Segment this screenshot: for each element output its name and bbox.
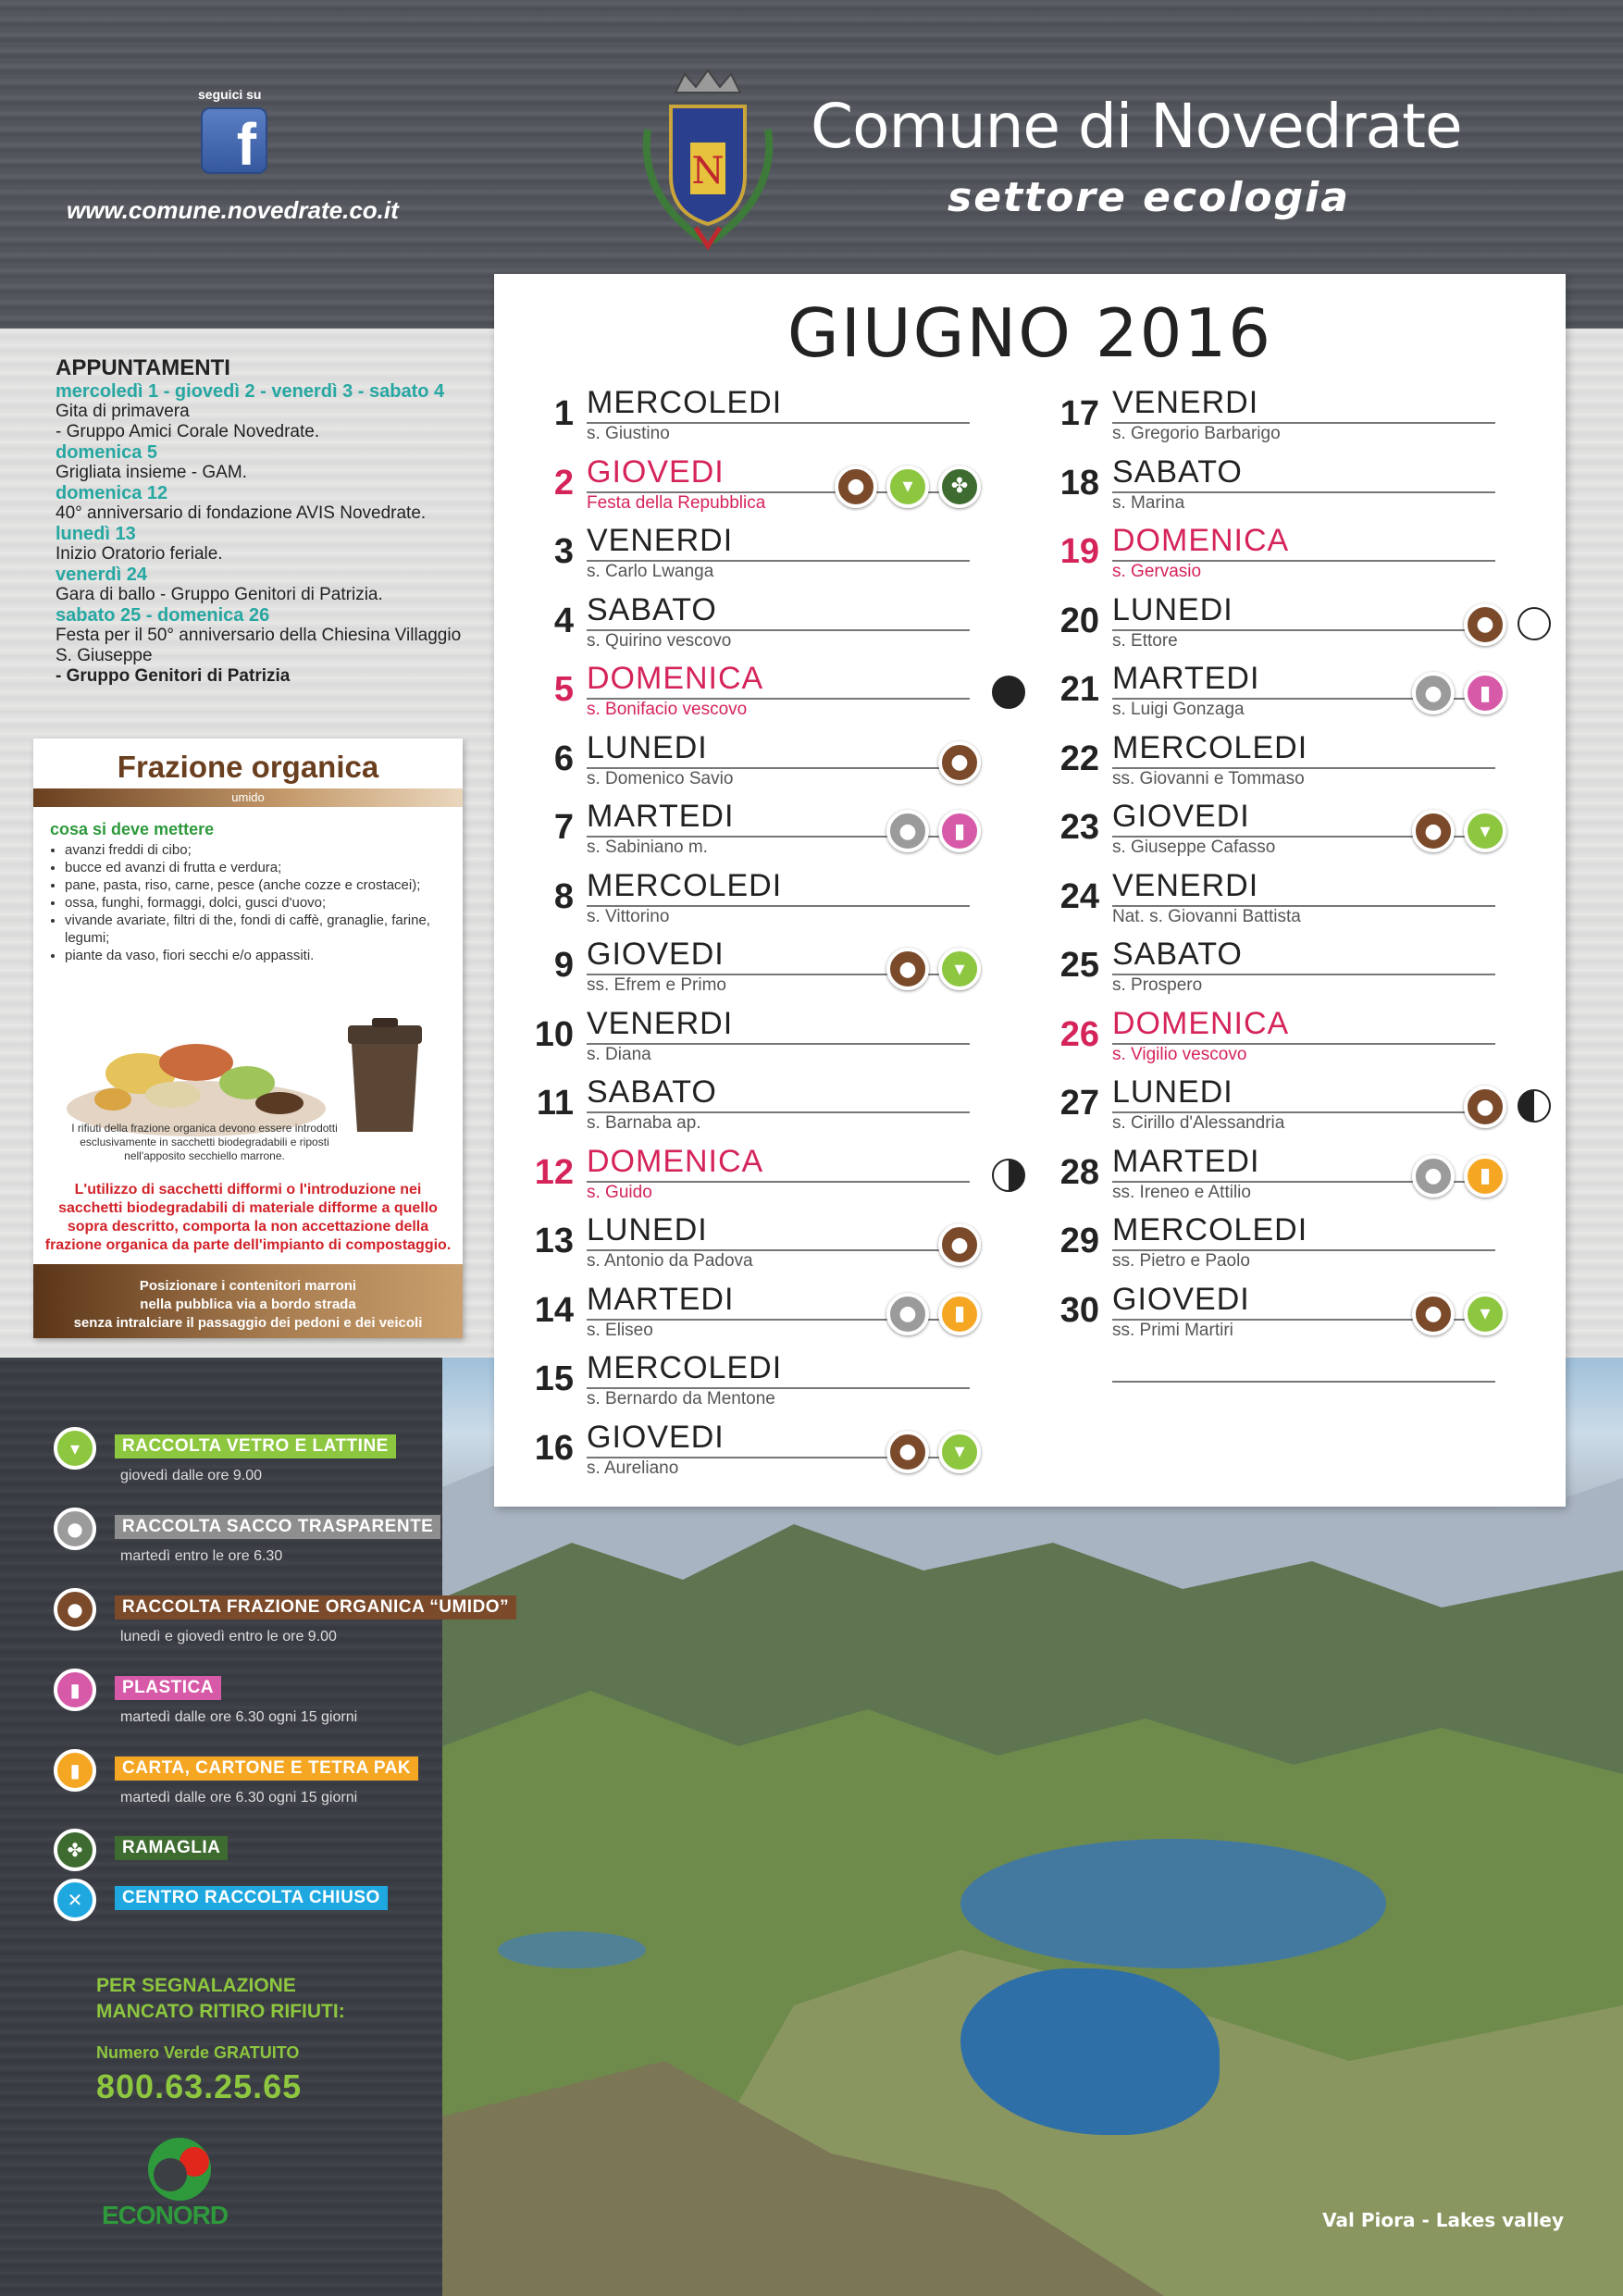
organic-waste-icon: ● — [835, 465, 877, 508]
legend-label: RACCOLTA VETRO E LATTINE — [115, 1434, 396, 1458]
econord-logo-icon — [139, 2134, 222, 2203]
paper-icon: ▮ — [54, 1749, 96, 1792]
calendar-day — [1044, 521, 1543, 590]
saint-name: ss. Ireneo e Attilio — [1112, 1182, 1251, 1202]
saint-name: ss. Primi Martiri — [1112, 1320, 1233, 1340]
day-number: 25 — [1059, 946, 1099, 985]
appointment-date: venerdì 24 — [56, 565, 147, 585]
calendar-day — [1044, 1210, 1543, 1279]
appointment-description: Festa per il 50° anniversario della Chiesina Villaggio S. Giuseppe — [56, 626, 462, 665]
weekday: MERCOLEDI — [1112, 1212, 1308, 1247]
calendar-panel — [494, 274, 1566, 1507]
card-band: umido — [33, 788, 463, 807]
bag-icon: ● — [54, 1508, 96, 1550]
day-number: 30 — [1059, 1290, 1099, 1330]
calendar-day — [518, 453, 1018, 521]
day-number: 6 — [553, 738, 574, 778]
day-number: 14 — [534, 1290, 574, 1330]
collection-icons — [886, 948, 981, 990]
organic-waste-icon: ● — [886, 948, 929, 990]
collection-icons — [1464, 1086, 1506, 1128]
saint-name: s. Ettore — [1112, 630, 1178, 651]
weekday: SABATO — [1112, 453, 1243, 490]
municipality-title: Comune di Novedrate — [811, 91, 1462, 162]
day-number: 18 — [1059, 463, 1099, 503]
saint-name: s. Gregorio Barbarigo — [1112, 424, 1281, 443]
branches-icon: ✤ — [938, 465, 981, 508]
collection-icons — [886, 1431, 981, 1473]
day-number: 20 — [1059, 601, 1099, 640]
day-number: 15 — [534, 1359, 574, 1398]
weekday: GIOVEDI — [587, 453, 725, 490]
paper-icon: ▮ — [1464, 1155, 1506, 1198]
saint-name: s. Carlo Lwanga — [587, 562, 714, 581]
organic-waste-icon: ● — [1464, 603, 1506, 646]
collection-icons — [1464, 603, 1506, 646]
facebook-glyph: f — [236, 111, 256, 178]
weekday: DOMENICA — [1112, 523, 1290, 558]
calendar-day — [1044, 590, 1543, 659]
day-number: 29 — [1059, 1222, 1099, 1260]
brown-bin-image — [339, 1016, 431, 1136]
collection-icons — [938, 1223, 981, 1266]
appointment-description: Gita di primavera - Gruppo Amici Corale Novedrate. — [56, 402, 320, 441]
weekday: GIOVEDI — [1112, 1281, 1250, 1317]
calendar-day — [1044, 453, 1543, 521]
saint-name: s. Sabiniano m. — [587, 838, 708, 857]
weekday: MERCOLEDI — [587, 1350, 783, 1385]
weekday: LUNEDI — [587, 729, 708, 765]
crest-letter: N — [691, 150, 725, 192]
saint-name: s. Prospero — [1112, 975, 1203, 995]
appointment-date: sabato 25 - domenica 26 — [56, 605, 270, 626]
card-item: • piante da vaso, fiori secchi e/o appassiti. — [65, 947, 452, 964]
calendar-day — [518, 383, 1018, 452]
weekday: VENERDI — [587, 523, 734, 558]
saint-name: s. Vittorino — [587, 906, 670, 926]
weekday: LUNEDI — [1112, 1074, 1233, 1110]
moon-phase-icon — [1518, 607, 1551, 640]
moon-phase-icon — [992, 676, 1025, 709]
saint-name: ss. Giovanni e Tommaso — [1112, 768, 1305, 788]
calendar-day — [518, 1004, 1018, 1073]
card-item: • avanzi freddi di cibo; — [65, 841, 452, 859]
weekday: MARTEDI — [587, 799, 735, 834]
calendar-day — [518, 728, 1018, 797]
organic-waste-icon: ● — [1412, 1293, 1455, 1335]
collection-icons — [938, 741, 981, 784]
saint-name: s. Barnaba ap. — [587, 1113, 701, 1133]
weekday: SABATO — [1112, 937, 1243, 972]
organic-fraction-card — [33, 738, 463, 1338]
calendar-day — [1044, 797, 1543, 865]
day-number: 8 — [553, 876, 574, 916]
weekday: GIOVEDI — [1112, 799, 1250, 834]
appointment-description: 40° anniversario di fondazione AVIS Novedrate. — [56, 503, 427, 523]
calendar-day — [518, 1280, 1018, 1348]
day-number: 22 — [1059, 738, 1099, 778]
lake-left — [498, 1931, 646, 1968]
day-number: 23 — [1059, 808, 1099, 847]
calendar-empty-line — [1112, 1381, 1495, 1383]
weekday: DOMENICA — [587, 661, 764, 696]
saint-name: s. Luigi Gonzaga — [1112, 700, 1245, 719]
appointment-description: Inizio Oratorio feriale. — [56, 544, 223, 564]
calendar-day — [1044, 1280, 1543, 1348]
day-number: 17 — [1059, 394, 1099, 433]
saint-name: s. Gervasio — [1112, 562, 1202, 581]
glass-icon: ▾ — [938, 948, 981, 990]
collection-icons — [1412, 672, 1506, 714]
saint-name: s. Marina — [1112, 492, 1185, 513]
legend-label: PLASTICA — [115, 1676, 221, 1700]
legend-schedule: martedì entro le ore 6.30 — [120, 1548, 283, 1564]
saint-name: ss. Efrem e Primo — [587, 975, 726, 995]
legend-label: RACCOLTA FRAZIONE ORGANICA “UMIDO” — [115, 1595, 516, 1620]
organic-waste-icon: ● — [938, 1223, 981, 1266]
facebook-icon[interactable] — [201, 107, 267, 178]
appointment-description: Gara di ballo - Gruppo Genitori di Patrizia. — [56, 585, 383, 604]
day-number: 26 — [1059, 1014, 1099, 1054]
appointment-description: Grigliata insieme - GAM. — [56, 463, 247, 482]
day-number: 5 — [553, 670, 574, 709]
moon-phase-icon — [1518, 1089, 1551, 1123]
calendar-day — [518, 1418, 1018, 1486]
collection-icons — [1412, 1155, 1506, 1198]
report-text: PER SEGNALAZIONE MANCATO RITIRO RIFIUTI: — [96, 1975, 345, 2022]
weekday: DOMENICA — [587, 1143, 764, 1179]
card-item: • vivande avariate, filtri di the, fondi di caffè, granaglie, farine, legumi; — [65, 912, 452, 947]
collection-icons — [835, 465, 981, 508]
glass-icon: ▾ — [1464, 1293, 1506, 1335]
collection-icons — [1412, 1293, 1506, 1335]
glass-icon: ▾ — [938, 1431, 981, 1473]
day-number: 10 — [534, 1014, 574, 1054]
collection-icons — [886, 1293, 981, 1335]
day-number: 3 — [553, 532, 574, 571]
appointments-section — [56, 355, 463, 687]
calendar-day — [1044, 1073, 1543, 1141]
calendar-day — [518, 1073, 1018, 1141]
saint-name: s. Quirino vescovo — [587, 630, 732, 651]
organic-waste-icon: ● — [938, 741, 981, 784]
saint-name: s. Bonifacio vescovo — [587, 700, 748, 719]
weekday: LUNEDI — [1112, 591, 1233, 627]
glass-icon: ▾ — [54, 1427, 96, 1470]
saint-name: ss. Pietro e Paolo — [1112, 1251, 1250, 1271]
calendar-day — [518, 797, 1018, 865]
calendar-day — [1044, 659, 1543, 727]
weekday: MARTEDI — [587, 1281, 735, 1317]
appointment-date: mercoledì 1 - giovedì 2 - venerdì 3 - sabato 4 — [56, 381, 445, 402]
weekday: MERCOLEDI — [587, 867, 783, 903]
plastic-icon: ▮ — [54, 1669, 96, 1711]
calendar-day — [518, 1142, 1018, 1210]
saint-name: s. Eliseo — [587, 1320, 653, 1340]
calendar-day — [1044, 1004, 1543, 1073]
calendar-day — [1044, 935, 1543, 1003]
day-number: 21 — [1059, 670, 1099, 709]
calendar-title: GIUGNO 2016 — [787, 294, 1273, 372]
day-number: 28 — [1059, 1152, 1099, 1192]
day-number: 4 — [553, 601, 574, 640]
weekday: DOMENICA — [1112, 1005, 1290, 1041]
paper-icon: ▮ — [938, 1293, 981, 1335]
phone-number[interactable]: 800.63.25.65 — [96, 2067, 303, 2105]
saint-name: s. Giuseppe Cafasso — [1112, 838, 1276, 857]
card-item: • pane, pasta, riso, carne, pesce (anche cozze e crostacei); — [65, 876, 452, 894]
card-title: Frazione organica — [117, 750, 379, 784]
day-number: 2 — [553, 463, 574, 503]
weekday: MARTEDI — [1112, 661, 1260, 696]
saint-name: s. Vigilio vescovo — [1112, 1044, 1247, 1064]
lake-upper — [960, 1839, 1386, 1968]
plastic-icon: ▮ — [1464, 672, 1506, 714]
card-note: I rifiuti della frazione organica devono essere introdotti esclusivamente in sacchetti biodegradabili e riposti nell'apposito secchiello marrone. — [71, 1122, 338, 1162]
appointment-date: domenica 12 — [56, 483, 168, 503]
glass-icon: ▾ — [1464, 810, 1506, 852]
legend-label: RAMAGLIA — [115, 1836, 228, 1860]
calendar-day — [518, 590, 1018, 659]
bag-icon: ● — [886, 810, 929, 852]
card-footer-text: Posizionare i contenitori marroni nella pubblica via a bordo strada senza intralciare il passaggio dei pedoni e dei veicoli — [73, 1278, 423, 1331]
day-number: 27 — [1059, 1084, 1099, 1123]
legend-label: CARTA, CARTONE E TETRA PAK — [115, 1756, 418, 1781]
department-subtitle: settore ecologia — [948, 174, 1350, 221]
collection-icons — [1412, 810, 1506, 852]
day-number: 13 — [534, 1222, 574, 1260]
calendar-day — [518, 935, 1018, 1003]
branches-icon: ✤ — [54, 1829, 96, 1871]
saint-name: s. Bernardo da Mentone — [587, 1389, 775, 1409]
weekday: MERCOLEDI — [1112, 729, 1308, 765]
weekday: SABATO — [587, 1074, 717, 1110]
card-heading: cosa si deve mettere — [50, 820, 215, 838]
weekday: MERCOLEDI — [587, 385, 783, 420]
website-link[interactable]: www.comune.novedrate.co.it — [67, 196, 399, 224]
appointments-heading: APPUNTAMENTI — [56, 355, 230, 380]
report-label — [96, 1973, 345, 2025]
photo-caption: Val Piora - Lakes valley — [1322, 2209, 1564, 2231]
calendar-day — [518, 521, 1018, 590]
toll-free-label: Numero Verde GRATUITO — [96, 2043, 300, 2062]
day-number: 24 — [1059, 876, 1099, 916]
card-items — [33, 841, 463, 964]
saint-name: s. Aureliano — [587, 1458, 679, 1478]
saint-name: s. Diana — [587, 1044, 651, 1064]
weekday: MARTEDI — [1112, 1143, 1260, 1179]
appointment-date: lunedì 13 — [56, 524, 136, 544]
saint-name: s. Giustino — [587, 424, 670, 443]
econord-brand: ECONORD — [102, 2201, 229, 2229]
card-item: • ossa, funghi, formaggi, dolci, gusci d'uovo; — [65, 894, 452, 912]
saint-name: Festa della Repubblica — [587, 492, 766, 513]
coat-of-arms-icon — [638, 65, 777, 250]
bag-icon: ● — [1412, 1155, 1455, 1198]
legend-label: RACCOLTA SACCO TRASPARENTE — [115, 1515, 440, 1539]
day-number: 1 — [553, 394, 574, 433]
day-number: 7 — [553, 808, 574, 847]
glass-icon: ▾ — [886, 465, 929, 508]
moon-phase-icon — [992, 1159, 1025, 1192]
weekday: VENERDI — [587, 1005, 734, 1041]
weekday: SABATO — [587, 591, 717, 627]
collection-icons — [886, 810, 981, 852]
legend-label: CENTRO RACCOLTA CHIUSO — [115, 1886, 388, 1910]
legend-schedule: martedì dalle ore 6.30 ogni 15 giorni — [120, 1709, 358, 1725]
calendar-day — [518, 659, 1018, 727]
weekday: GIOVEDI — [587, 1419, 725, 1455]
day-number: 19 — [1059, 532, 1099, 571]
calendar-day — [518, 866, 1018, 935]
legend-schedule: giovedì dalle ore 9.00 — [120, 1468, 262, 1483]
appointment-date: domenica 5 — [56, 442, 158, 463]
organic-waste-icon: ● — [54, 1588, 96, 1631]
legend-schedule: martedì dalle ore 6.30 ogni 15 giorni — [120, 1790, 358, 1806]
organic-waste-icon: ● — [1464, 1086, 1506, 1128]
day-number: 9 — [553, 946, 574, 985]
saint-name: s. Guido — [587, 1182, 652, 1202]
bag-icon: ● — [1412, 672, 1455, 714]
organic-waste-icon: ● — [886, 1431, 929, 1473]
saint-name: s. Cirillo d'Alessandria — [1112, 1113, 1285, 1133]
appointments-list — [56, 381, 463, 687]
weekday: GIOVEDI — [587, 937, 725, 972]
appointment-description: - Gruppo Genitori di Patrizia — [56, 666, 291, 686]
day-number: 11 — [536, 1084, 574, 1123]
calendar-day — [1044, 728, 1543, 797]
day-number: 16 — [534, 1428, 574, 1468]
legend-schedule: lunedì e giovedì entro le ore 9.00 — [120, 1629, 337, 1644]
saint-name: Nat. s. Giovanni Battista — [1112, 906, 1301, 926]
calendar-day — [518, 1210, 1018, 1279]
saint-name: s. Domenico Savio — [587, 768, 734, 788]
card-item: • bucce ed avanzi di frutta e verdura; — [65, 859, 452, 876]
weekday: LUNEDI — [587, 1212, 708, 1247]
weekday: VENERDI — [1112, 385, 1259, 420]
day-number: 12 — [534, 1152, 574, 1192]
follow-label: seguici su — [198, 87, 262, 102]
calendar-day — [518, 1348, 1018, 1417]
calendar-day — [1044, 383, 1543, 452]
plastic-icon: ▮ — [938, 810, 981, 852]
saint-name: s. Antonio da Padova — [587, 1251, 753, 1271]
calendar-day — [1044, 1142, 1543, 1210]
bag-icon: ● — [886, 1293, 929, 1335]
card-warning: L'utilizzo di sacchetti difformi o l'introduzione nei sacchetti biodegradabili di materiale difforme a quello sopra descritto, comporta la non accettazione della frazione organica da parte dell'impianto di compostaggio. — [44, 1182, 452, 1253]
calendar-day — [1044, 866, 1543, 935]
card-footer — [33, 1264, 463, 1338]
closed-icon: ✕ — [54, 1879, 96, 1921]
weekday: VENERDI — [1112, 867, 1259, 903]
organic-waste-icon: ● — [1412, 810, 1455, 852]
